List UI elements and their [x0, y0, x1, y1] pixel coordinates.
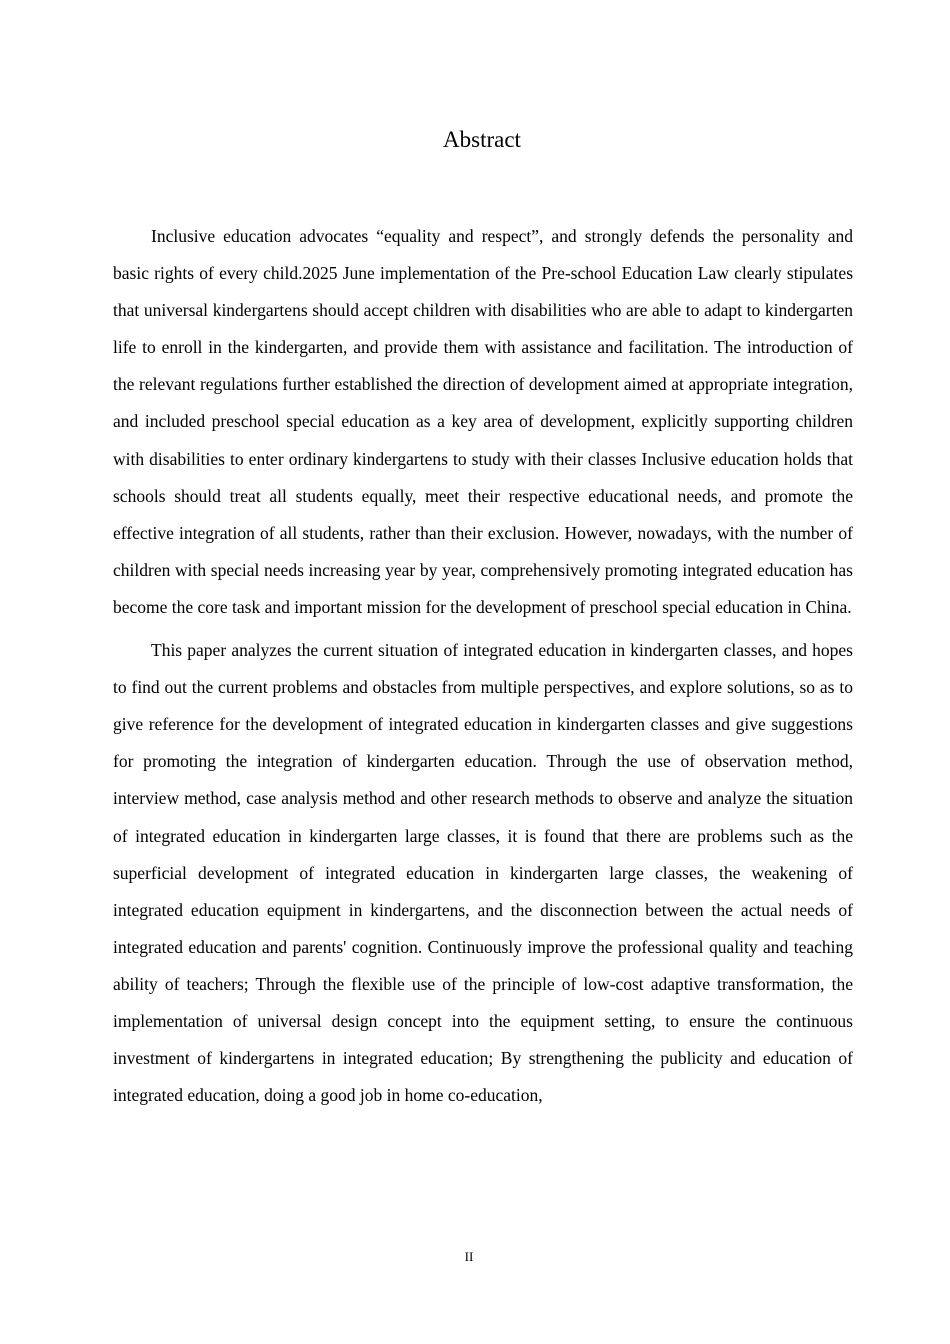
- page-number: II: [464, 1249, 474, 1264]
- abstract-body: [113, 218, 853, 1114]
- abstract-paragraph-1: Inclusive education advocates “equality and respect”, and strongly defends the personality and basic rights of every child.2025 June implementation of the Pre-school Education Law clearly stipulates that universal kindergartens should accept children with disabilities who are able to adapt to kindergarten life to enroll in the kindergarten, and provide them with assistance and facilitation. The introduction of the relevant regulations further established the direction of development aimed at appropriate integration, and included preschool special education as a key area of development, explicitly supporting children with disabilities to enter ordinary kindergartens to study with their classes Inclusive education holds that schools should treat all students equally, meet their respective educational needs, and promote the effective integration of all students, rather than their exclusion. However, nowadays, with the number of children with special needs increasing year by year, comprehensively promoting integrated education has become the core task and important mission for the development of preschool special education in China.: [113, 226, 853, 617]
- abstract-paragraph-2: This paper analyzes the current situation of integrated education in kindergarten classes, and hopes to find out the current problems and obstacles from multiple perspectives, and explore solutions, so as to give reference for the development of integrated education in kindergarten classes and give suggestions for promoting the integration of kindergarten education. Through the use of observation method, interview method, case analysis method and other research methods to observe and analyze the situation of integrated education in kindergarten large classes, it is found that there are problems such as the superficial development of integrated education in kindergarten large classes, the weakening of integrated education equipment in kindergartens, and the disconnection between the actual needs of integrated education and parents' cognition. Continuously improve the professional quality and teaching ability of teachers; Through the flexible use of the principle of low-cost adaptive transformation, the implementation of universal design concept into the equipment setting, to ensure the continuous investment of kindergartens in integrated education; By strengthening the publicity and education of integrated education, doing a good job in home co-education,: [113, 640, 853, 1106]
- abstract-title: Abstract: [443, 127, 521, 152]
